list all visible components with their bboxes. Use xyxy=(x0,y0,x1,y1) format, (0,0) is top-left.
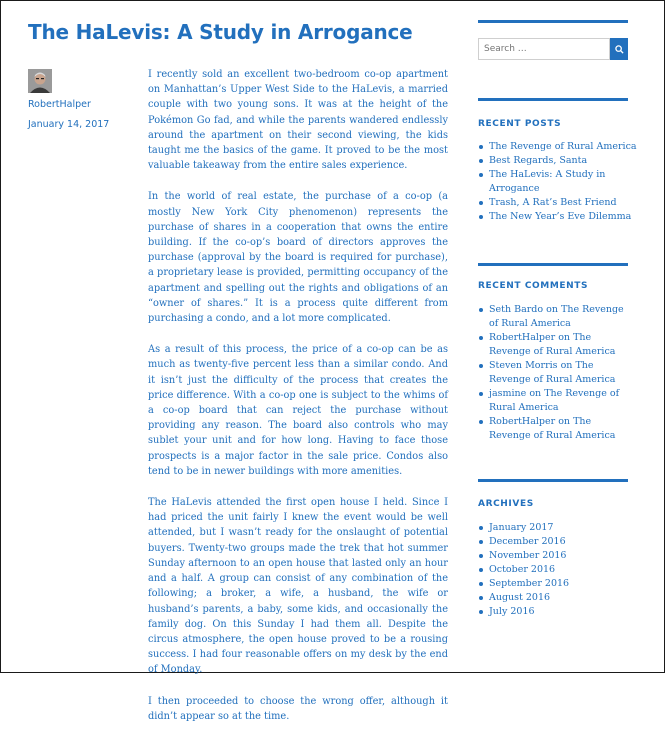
archives-heading: ARCHIVES xyxy=(478,499,534,509)
recent-post-item[interactable] xyxy=(478,210,638,224)
search-input[interactable] xyxy=(478,38,610,60)
comment-author-link[interactable]: RobertHalper xyxy=(489,416,556,427)
search-button[interactable] xyxy=(610,38,628,60)
post-paragraph: As a result of this process, the price of a co-op can be as much as twenty-five percent less than a similar condo. And it isn’t just the difficulty of the process that creates the price difference. With a co-op one is subject to the whims of a co-op board that can reject the purchase without providing any reason. The board also controls who may sublet your unit and for how long. Having to face those prospects is a major factor in the sale price. Condos also tend to be in newer buildings with more amenities. xyxy=(148,344,448,477)
post-date-link[interactable]: January 14, 2017 xyxy=(28,119,110,130)
widget-divider xyxy=(478,98,628,101)
comment-connector: on xyxy=(558,332,571,343)
comment-author-link[interactable]: Steven Morris xyxy=(489,360,558,371)
archive-item[interactable] xyxy=(478,577,638,591)
archive-item[interactable] xyxy=(478,591,638,605)
recent-post-link[interactable]: The HaLevis: A Study in Arrogance xyxy=(489,169,606,194)
post-content xyxy=(148,67,448,740)
archive-link[interactable]: December 2016 xyxy=(489,536,566,547)
comment-connector: on xyxy=(558,416,571,427)
archive-link[interactable]: October 2016 xyxy=(489,564,556,575)
comment-post-link[interactable]: The Revenge of Rural America xyxy=(489,416,616,441)
comment-post-link[interactable]: The Revenge of Rural America xyxy=(489,360,616,385)
recent-post-link[interactable]: Trash, A Rat’s Best Friend xyxy=(489,197,617,208)
archive-link[interactable]: January 2017 xyxy=(489,522,554,533)
recent-post-link[interactable]: The New Year’s Eve Dilemma xyxy=(489,211,632,222)
recent-comment-item xyxy=(478,331,628,359)
recent-posts-list xyxy=(478,140,638,224)
widget-divider xyxy=(478,20,628,23)
post-title[interactable]: The HaLevis: A Study in Arrogance xyxy=(28,20,413,44)
author-avatar[interactable] xyxy=(28,69,52,93)
comment-post-link[interactable]: The Revenge of Rural America xyxy=(489,332,616,357)
comment-connector: on xyxy=(560,360,573,371)
archives-list xyxy=(478,521,638,619)
comment-post-link[interactable]: The Revenge of Rural America xyxy=(489,388,620,413)
archive-link[interactable]: November 2016 xyxy=(489,550,567,561)
post-paragraph: The HaLevis attended the first open house I held. Since I had priced the unit fairly I knew the event would be well attended, but I wasn’t ready for the onslaught of potential buyers. Twenty-two groups made the trek that hot summer Sunday afternoon to an open house that lasted only an hour and a half. A group can consist of any combination of the following; a broker, a wife, a husband, the wife or husband’s parents, a baby, some kids, and occasionally the family dog. On this Sunday I had them all. Despite the circus atmosphere, the open house proved to be a rousing success. I had four reasonable offers on my desk by the end of Monday. xyxy=(148,497,448,676)
recent-comments-list xyxy=(478,303,628,443)
archive-item[interactable] xyxy=(478,549,638,563)
recent-post-item[interactable] xyxy=(478,196,638,210)
widget-divider xyxy=(478,263,628,266)
comment-author-link[interactable]: RobertHalper xyxy=(489,332,556,343)
recent-posts-heading: RECENT POSTS xyxy=(478,119,562,129)
comment-author-link[interactable]: Seth Bardo xyxy=(489,304,544,315)
post-author-link[interactable]: RobertHalper xyxy=(28,99,91,110)
archive-item[interactable] xyxy=(478,521,638,535)
widget-divider xyxy=(478,479,628,482)
archive-link[interactable]: July 2016 xyxy=(489,606,535,617)
comment-author-link[interactable]: jasmine xyxy=(489,388,527,399)
recent-comment-item xyxy=(478,387,628,415)
recent-post-link[interactable]: The Revenge of Rural America xyxy=(489,141,637,152)
search-icon xyxy=(615,45,624,54)
recent-post-item[interactable] xyxy=(478,140,638,154)
comment-connector: on xyxy=(546,304,558,315)
post-paragraph: In the world of real estate, the purchase of a co-op (a mostly New York City phenomenon) represents the purchase of shares in a cooperation that owns the entire building. If the co-op’s board of directors approves the purchase (approval by the board is required for purchase), a proprietary lease is provided, permitting occupancy of the apartment and spelling out the rights and obligations of an “owner of shares.” It is a process quite different from purchasing a condo, and a lot more complicated. xyxy=(148,191,448,325)
archive-link[interactable]: August 2016 xyxy=(489,592,551,603)
archive-item[interactable] xyxy=(478,605,638,619)
comment-post-link[interactable]: The Revenge of Rural America xyxy=(489,304,624,329)
recent-comment-item xyxy=(478,415,628,443)
recent-comment-item xyxy=(478,303,628,331)
archive-link[interactable]: September 2016 xyxy=(489,578,570,589)
recent-comment-item xyxy=(478,359,628,387)
recent-post-item[interactable] xyxy=(478,168,624,196)
archive-item[interactable] xyxy=(478,535,638,549)
recent-post-item[interactable] xyxy=(478,154,638,168)
comment-connector: on xyxy=(529,388,542,399)
post-paragraph: I then proceeded to choose the wrong offer, although it didn’t appear so at the time. xyxy=(148,695,448,722)
post-paragraph: I recently sold an excellent two-bedroom co-op apartment on Manhattan’s Upper West Side to the HaLevis, a married couple with two young sons. It was at the height of the Pokémon Go fad, and while the parents wandered endlessly around the apartment on their second viewing, the kids taught me the basics of the game. It proved to be the most valuable takeaway from the entire sales experience. xyxy=(148,69,448,172)
recent-comments-heading: RECENT COMMENTS xyxy=(478,281,589,291)
archive-item[interactable] xyxy=(478,563,638,577)
recent-post-link[interactable]: Best Regards, Santa xyxy=(489,155,588,166)
